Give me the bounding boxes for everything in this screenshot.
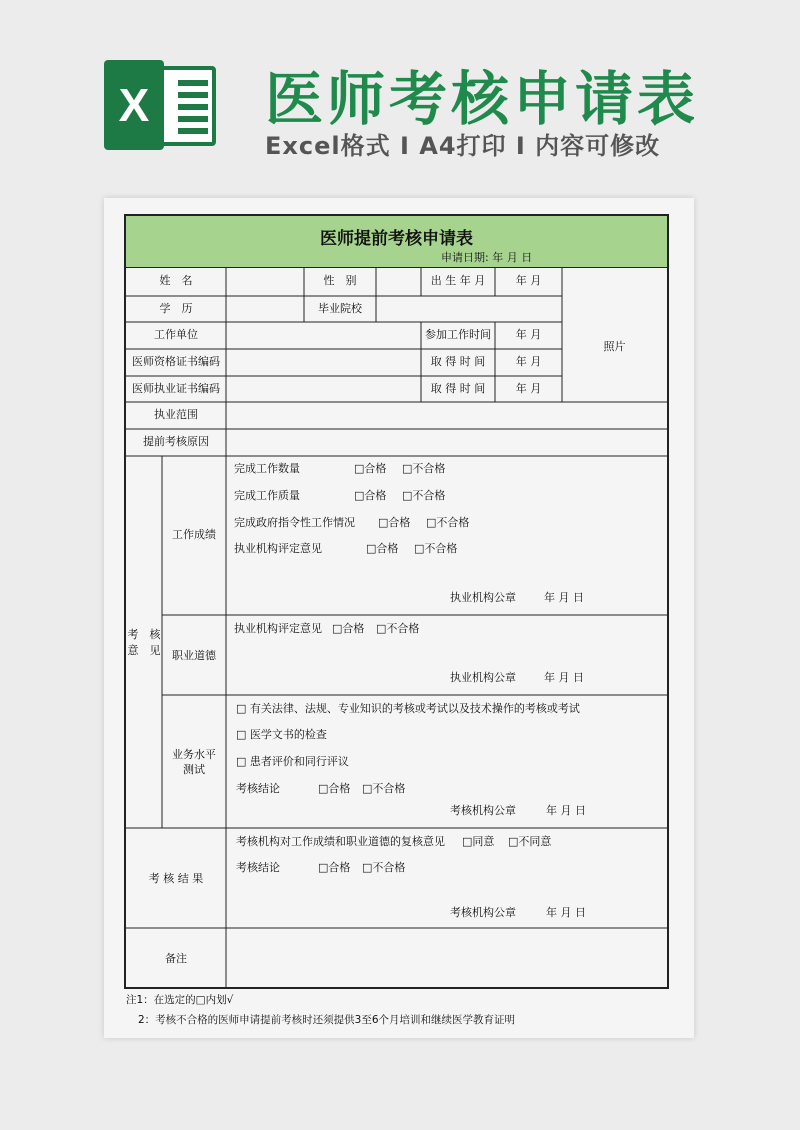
work-quality: 完成工作质量 [234, 489, 300, 502]
skill-seal: 考核机构公章 [450, 804, 516, 817]
skill-fail[interactable]: □不合格 [362, 782, 406, 795]
practice-code-label: 医师执业证书编码 [132, 382, 220, 395]
work-results-label: 工作成绩 [172, 528, 216, 541]
work-institution-pass[interactable]: □合格 [366, 542, 399, 555]
work-seal: 执业机构公章 [450, 591, 516, 604]
result-fail[interactable]: □不合格 [362, 861, 406, 874]
result-date: 年 月 日 [546, 906, 586, 919]
early-reason-label: 提前考核原因 [143, 435, 209, 448]
work-date: 年 月 日 [544, 591, 584, 604]
ethics-opinion: 执业机构评定意见 [234, 622, 322, 635]
work-quality-pass[interactable]: □合格 [354, 489, 387, 502]
ethics-fail[interactable]: □不合格 [376, 622, 420, 635]
result-disagree[interactable]: □不同意 [508, 835, 552, 848]
practice-ym: 年 月 [515, 382, 542, 395]
gender-label: 性 别 [323, 274, 357, 287]
skill-pass[interactable]: □合格 [318, 782, 351, 795]
education-label: 学 历 [159, 302, 193, 315]
birth-label: 出 生 年 月 [430, 274, 486, 287]
skill-law-exam[interactable]: □ 有关法律、法规、专业知识的考核或考试以及技术操作的考核或考试 [236, 702, 580, 715]
work-institution-opinion: 执业机构评定意见 [234, 542, 322, 555]
work-quantity: 完成工作数量 [234, 462, 300, 475]
photo-label: 照片 [603, 340, 626, 353]
note-1: 注1：在选定的□内划√ [126, 994, 234, 1006]
ethics-pass[interactable]: □合格 [332, 622, 365, 635]
skill-conclusion: 考核结论 [236, 782, 280, 795]
work-government-pass[interactable]: □合格 [378, 516, 411, 529]
start-work-ym: 年 月 [515, 328, 542, 341]
birth-ym: 年 月 [515, 274, 542, 287]
banner [0, 0, 800, 190]
work-quantity-pass[interactable]: □合格 [354, 462, 387, 475]
skill-patient-review[interactable]: □ 患者评价和同行评议 [236, 755, 349, 768]
qualification-ym: 年 月 [515, 355, 542, 368]
logo-letter: X [104, 60, 164, 150]
remark-label: 备注 [165, 952, 187, 965]
ethics-date: 年 月 日 [544, 671, 584, 684]
result-label: 考 核 结 果 [148, 872, 204, 885]
result-agree[interactable]: □同意 [462, 835, 495, 848]
work-quality-fail[interactable]: □不合格 [402, 489, 446, 502]
result-review: 考核机构对工作成绩和职业道德的复核意见 [236, 835, 445, 848]
ethics-seal: 执业机构公章 [450, 671, 516, 684]
practice-scope-label: 执业范围 [154, 408, 198, 421]
work-government: 完成政府指令性工作情况 [234, 516, 355, 529]
school-label: 毕业院校 [318, 302, 362, 315]
work-government-fail[interactable]: □不合格 [426, 516, 470, 529]
work-unit-label: 工作单位 [154, 328, 198, 341]
practice-obtain-label: 取 得 时 间 [430, 382, 486, 395]
name-label: 姓 名 [159, 274, 193, 287]
skill-date: 年 月 日 [546, 804, 586, 817]
qualification-obtain-label: 取 得 时 间 [430, 355, 486, 368]
form-title: 医师提前考核申请表 [320, 229, 473, 249]
opinion-label-2: 意 见 [127, 644, 161, 657]
result-conclusion: 考核结论 [236, 861, 280, 874]
banner-title: 医师考核申请表 [265, 65, 700, 133]
work-quantity-fail[interactable]: □不合格 [402, 462, 446, 475]
skill-label-2: 测试 [183, 763, 205, 776]
banner-subtitle: Excel格式 I A4打印 I 内容可修改 [265, 132, 661, 160]
document-sheet [104, 198, 694, 1038]
start-work-label: 参加工作时间 [425, 328, 491, 341]
ethics-label: 职业道德 [172, 649, 216, 662]
opinion-label-1: 考 核 [127, 628, 161, 641]
excel-logo-icon [100, 60, 220, 150]
qualification-code-label: 医师资格证书编码 [132, 355, 220, 368]
skill-label-1: 业务水平 [172, 748, 216, 761]
result-seal: 考核机构公章 [450, 906, 516, 919]
skill-document-check[interactable]: □ 医学文书的检查 [236, 728, 327, 741]
note-2: 2：考核不合格的医师申请提前考核时还须提供3至6个月培训和继续医学教育证明 [138, 1014, 516, 1026]
application-form [124, 214, 669, 989]
apply-date: 申请日期: 年 月 日 [441, 251, 533, 264]
work-institution-fail[interactable]: □不合格 [414, 542, 458, 555]
result-pass[interactable]: □合格 [318, 861, 351, 874]
